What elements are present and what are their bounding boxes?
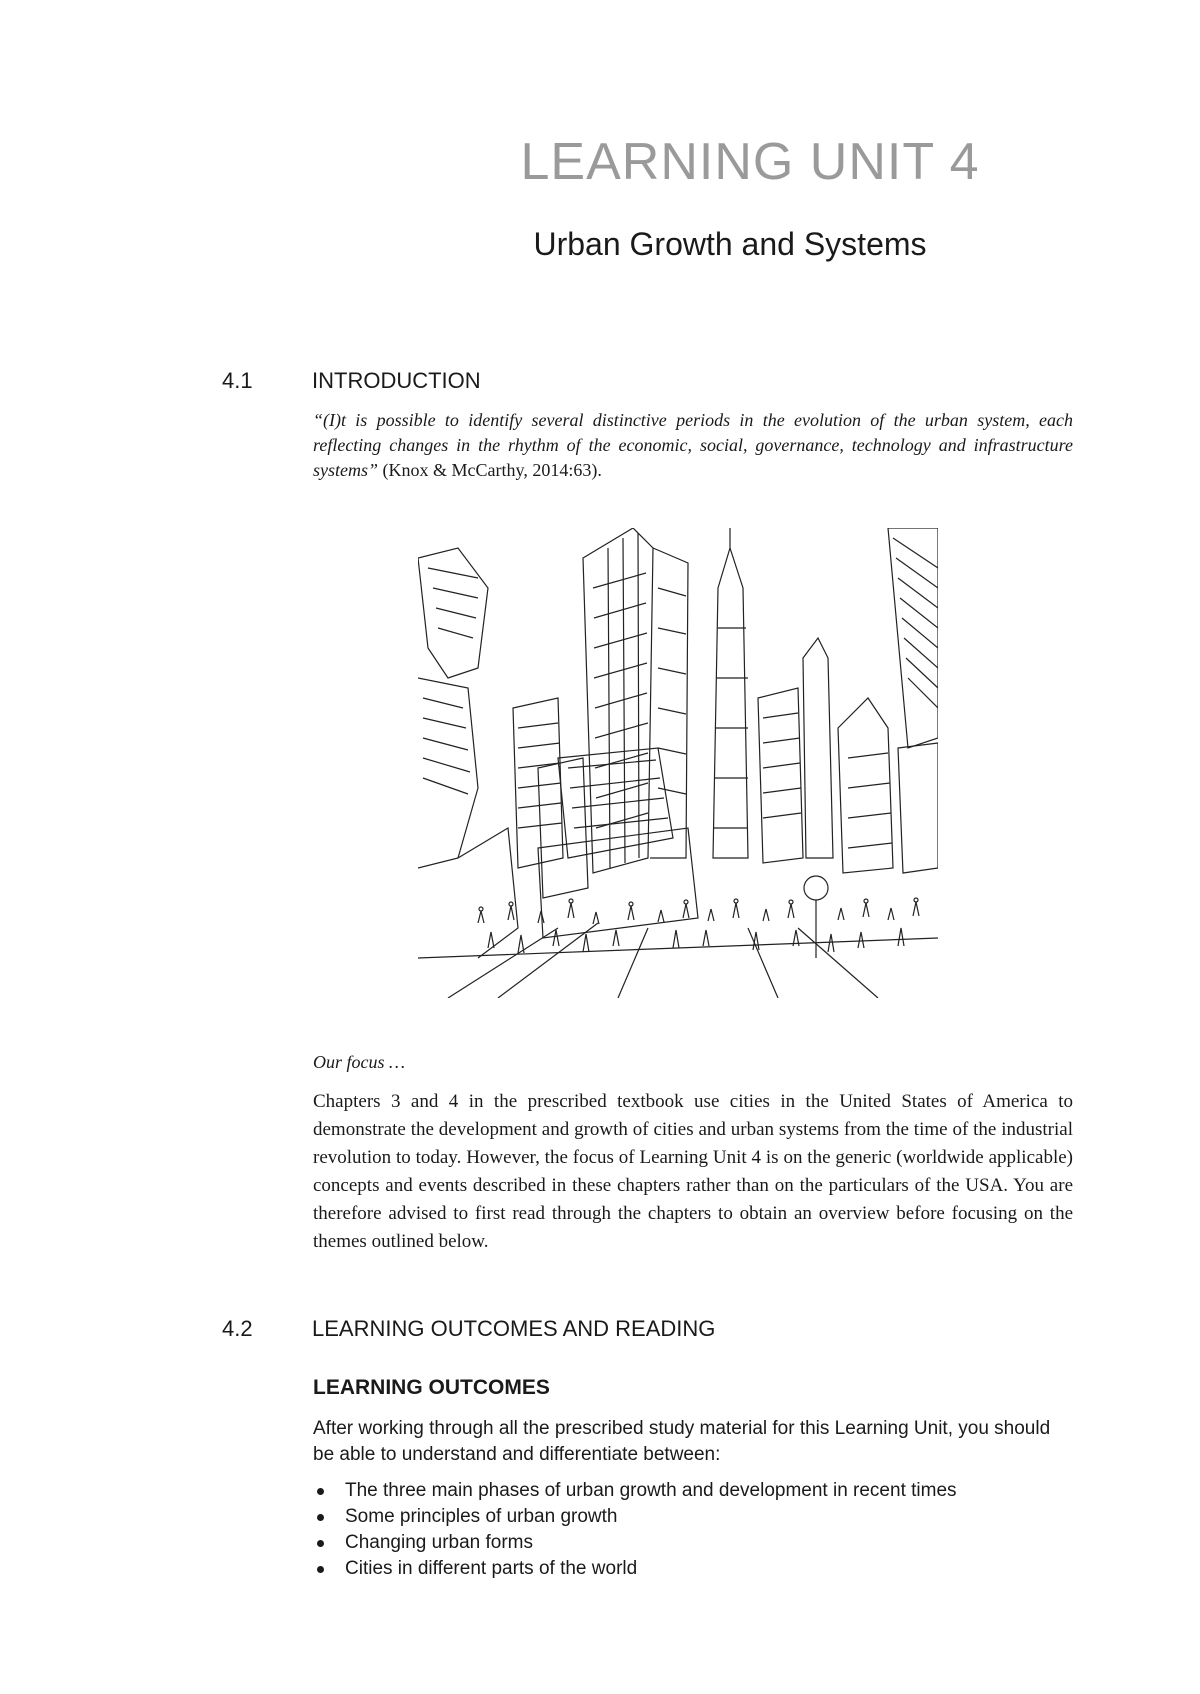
- section-number: 4.1: [222, 368, 253, 393]
- bullet-icon: [317, 1514, 324, 1521]
- bullet-icon: [317, 1566, 324, 1573]
- list-item: [313, 1530, 957, 1556]
- bullet-icon: [317, 1540, 324, 1547]
- section-number: 4.2: [222, 1316, 253, 1341]
- unit-title: LEARNING UNIT 4: [520, 133, 980, 191]
- list-item-text: Cities in different parts of the world: [345, 1558, 638, 1579]
- quote-citation: (Knox & McCarthy, 2014:63).: [382, 460, 602, 480]
- learning-outcomes-intro: After working through all the prescribed study material for this Learning Unit, you should be able to understand and differentiate between:: [313, 1418, 1051, 1465]
- intro-quote: [313, 408, 1073, 483]
- list-item-text: The three main phases of urban growth and development in recent times: [345, 1480, 957, 1501]
- list-item-text: Some principles of urban growth: [345, 1506, 618, 1527]
- learning-outcomes-list: [313, 1478, 957, 1582]
- list-item: [313, 1504, 957, 1530]
- section-heading-learning-outcomes: [222, 1316, 715, 1342]
- quote-text: “(I)t is possible to identify several distinctive periods in the evolution of the urban system, each reflecting changes in the rhythm of the economic, social, governance, technology and infrastructure systems”: [313, 410, 1073, 480]
- city-skyline-sketch-icon: [418, 528, 938, 998]
- list-item-text: Changing urban forms: [345, 1532, 533, 1553]
- bullet-icon: [317, 1488, 324, 1495]
- section-heading-introduction: [222, 368, 481, 394]
- list-item: [313, 1556, 957, 1582]
- focus-label: Our focus …: [313, 1052, 406, 1072]
- focus-paragraph: Chapters 3 and 4 in the prescribed textbook use cities in the United States of America to demonstrate the development and growth of cities and urban systems from the time of the industrial revolution to today. However, the focus of Learning Unit 4 is on the generic (worldwide applicable) concepts and events described in these chapters rather than on the particulars of the USA. You are therefore advised to first read through the chapters to obtain an overview before focusing on the themes outlined below.: [313, 1091, 1073, 1252]
- section-title: LEARNING OUTCOMES AND READING: [312, 1316, 716, 1341]
- unit-subtitle: Urban Growth and Systems: [533, 226, 927, 262]
- learning-outcomes-heading: LEARNING OUTCOMES: [313, 1376, 550, 1399]
- list-item: [313, 1478, 957, 1504]
- section-title: INTRODUCTION: [312, 368, 481, 393]
